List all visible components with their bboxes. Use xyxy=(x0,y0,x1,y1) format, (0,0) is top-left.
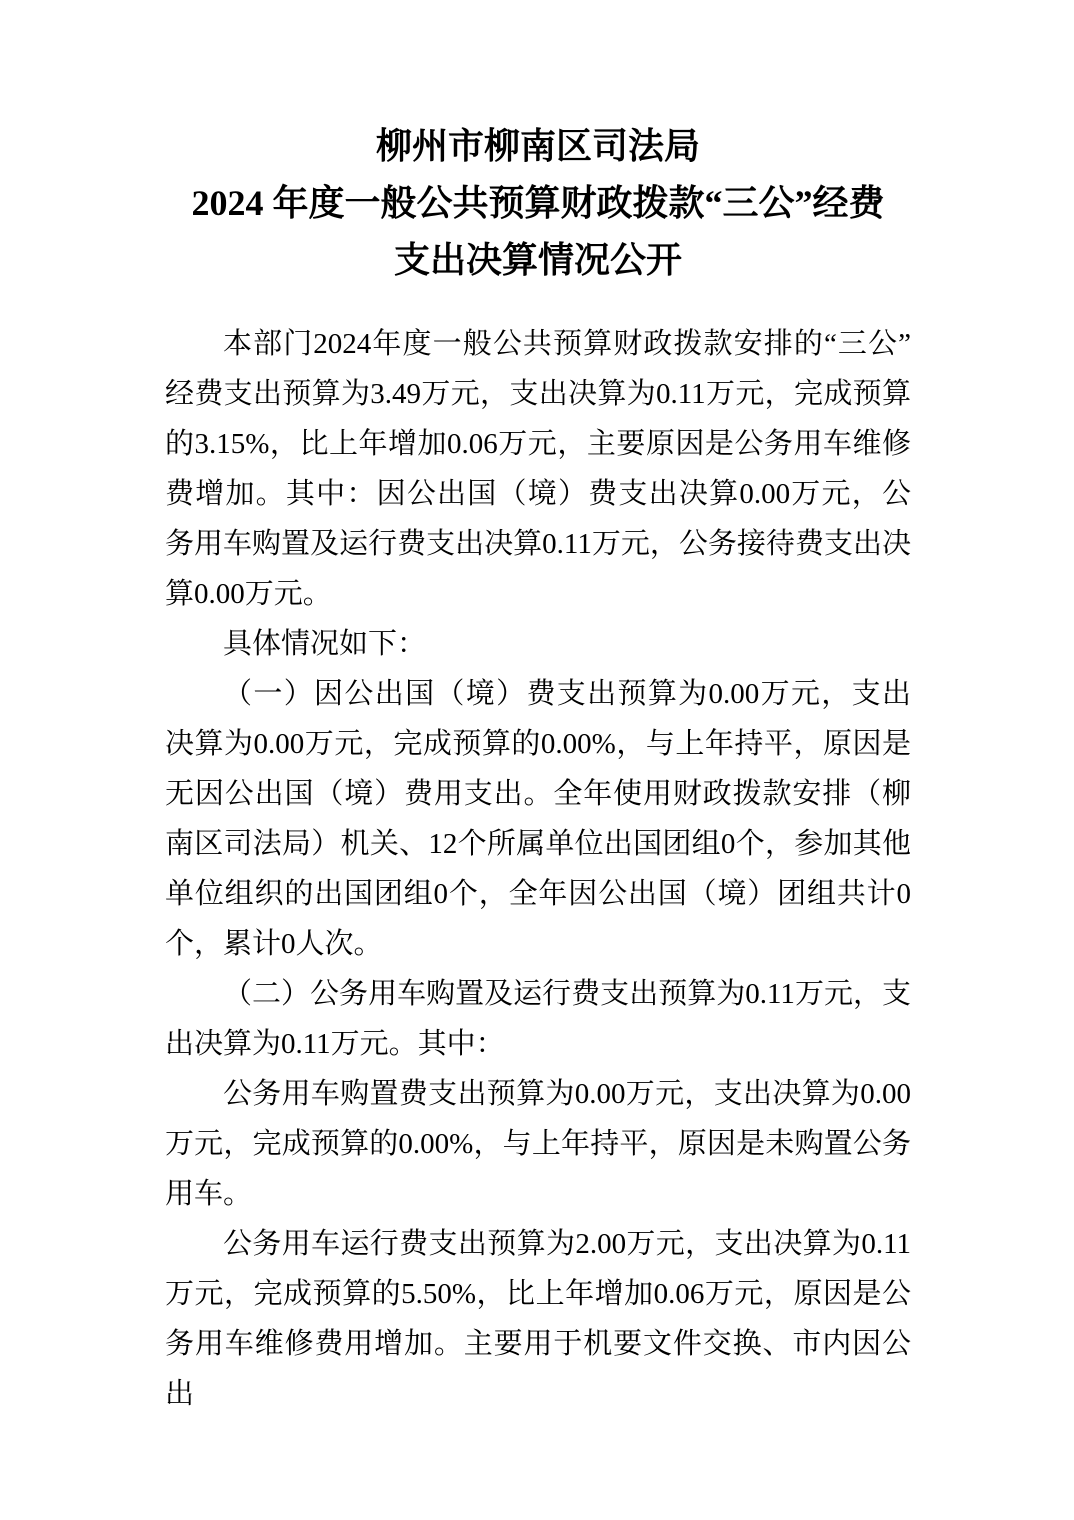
paragraph-overseas-travel: （一）因公出国（境）费支出预算为0.00万元，支出决算为0.00万元，完成预算的0.00%，与上年持平，原因是无因公出国（境）费用支出。全年使用财政拨款安排（柳南区司法局）机关、12个所属单位出国团组0个，参加其他单位组织的出国团组0个，全年因公出国（境）团组共计0个，累计0人次。 xyxy=(165,678,911,960)
paragraph-vehicle-operation: 公务用车运行费支出预算为2.00万元，支出决算为0.11万元，完成预算的5.50%，比上年增加0.06万元，原因是公务用车维修费用增加。主要用于机要文件交换、市内因公出 xyxy=(165,1228,911,1410)
document-title-line-1: 柳州市柳南区司法局 xyxy=(375,126,700,166)
paragraph-overview: 本部门2024年度一般公共预算财政拨款安排的“三公”经费支出预算为3.49万元，支出决算为0.11万元，完成预算的3.15%，比上年增加0.06万元，主要原因是公务用车维修费增加。其中：因公出国（境）费支出决算0.00万元，公务用车购置及运行费支出决算0.11万元，公务接待费支出决算0.00万元。 xyxy=(165,328,911,610)
paragraph-vehicle-purchase: 公务用车购置费支出预算为0.00万元，支出决算为0.00万元，完成预算的0.00%，与上年持平，原因是未购置公务用车。 xyxy=(165,1078,911,1210)
paragraph-details-intro: 具体情况如下： xyxy=(223,628,427,660)
document-content xyxy=(165,118,911,1419)
paragraph-vehicle-total: （二）公务用车购置及运行费支出预算为0.11万元，支出决算为0.11万元。其中： xyxy=(165,978,911,1060)
document-title-line-2: 2024 年度一般公共预算财政拨款“三公”经费 xyxy=(191,183,885,223)
document-title-line-3: 支出决算情况公开 xyxy=(393,240,682,280)
document-body xyxy=(165,319,911,1419)
